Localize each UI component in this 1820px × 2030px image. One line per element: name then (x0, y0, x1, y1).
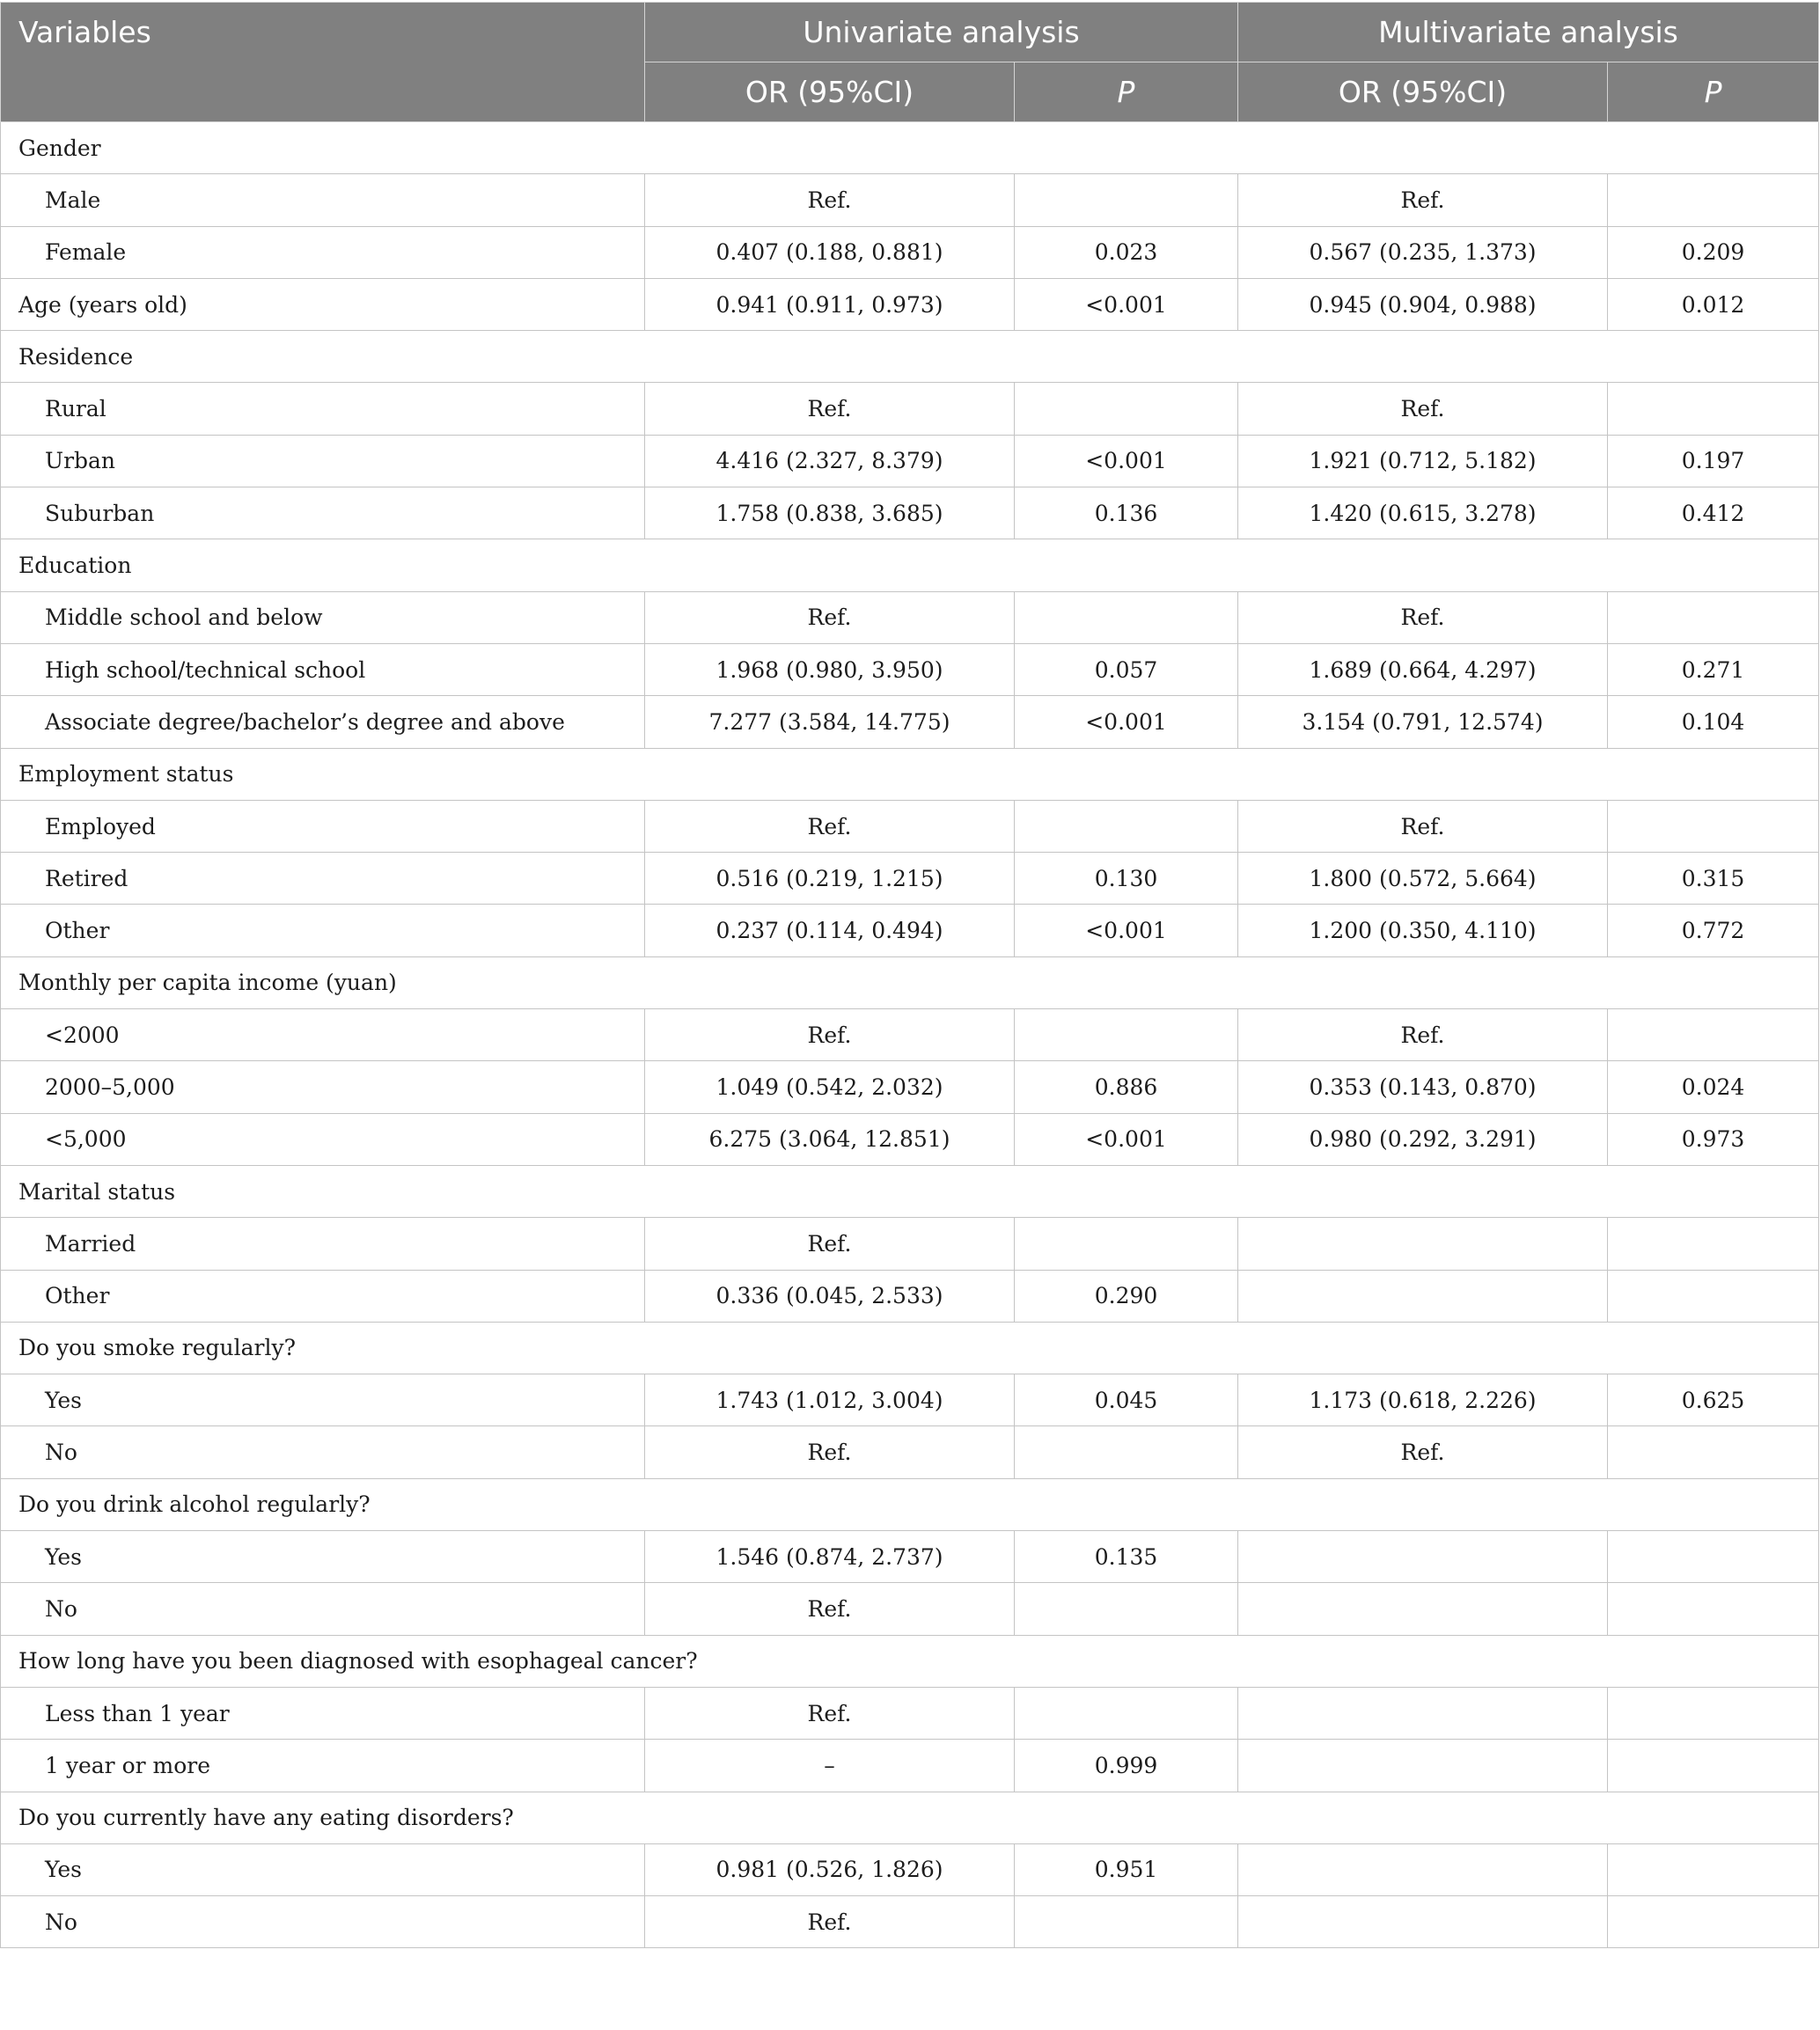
multivariate-p-cell (1608, 1426, 1819, 1478)
multivariate-p-cell: 0.973 (1608, 1113, 1819, 1165)
univariate-p-cell: 0.290 (1015, 1270, 1238, 1322)
multivariate-or-cell (1238, 1896, 1608, 1948)
univariate-or-cell: 0.407 (0.188, 0.881) (645, 226, 1015, 278)
univariate-or-cell: 1.743 (1.012, 3.004) (645, 1374, 1015, 1426)
variable-label: No (1, 1583, 645, 1635)
univariate-or-cell: 1.546 (0.874, 2.737) (645, 1531, 1015, 1583)
univariate-p-cell: 0.130 (1015, 853, 1238, 905)
multivariate-or-cell: Ref. (1238, 591, 1608, 643)
table-row (1, 1061, 1819, 1113)
variable-label: Rural (1, 383, 645, 435)
group-label: Employment status (1, 748, 1819, 800)
multivariate-or-cell: 0.945 (0.904, 0.988) (1238, 278, 1608, 330)
group-row (1, 539, 1819, 591)
variable-label: Male (1, 174, 645, 226)
univariate-p-cell: 0.057 (1015, 643, 1238, 695)
table-row (1, 1583, 1819, 1635)
variable-label: Age (years old) (1, 278, 645, 330)
table-body (1, 122, 1819, 1948)
variable-label: High school/technical school (1, 643, 645, 695)
group-row (1, 748, 1819, 800)
table-header (1, 3, 1819, 122)
variable-label: No (1, 1426, 645, 1478)
univariate-p-cell (1015, 1896, 1238, 1948)
variable-label: Other (1, 1270, 645, 1322)
univariate-p-cell (1015, 174, 1238, 226)
multivariate-p-cell: 0.209 (1608, 226, 1819, 278)
header-multivariate-p: P (1608, 62, 1819, 122)
header-multivariate-or: OR (95%CI) (1238, 62, 1608, 122)
univariate-or-cell: 6.275 (3.064, 12.851) (645, 1113, 1015, 1165)
table-row (1, 174, 1819, 226)
univariate-p-cell: 0.045 (1015, 1374, 1238, 1426)
group-label: Do you drink alcohol regularly? (1, 1478, 1819, 1530)
univariate-or-cell: 0.941 (0.911, 0.973) (645, 278, 1015, 330)
multivariate-or-cell: 1.173 (0.618, 2.226) (1238, 1374, 1608, 1426)
group-label: Do you currently have any eating disorders? (1, 1792, 1819, 1843)
multivariate-p-cell: 0.412 (1608, 487, 1819, 539)
multivariate-p-cell (1608, 591, 1819, 643)
multivariate-p-cell (1608, 1583, 1819, 1635)
table-row (1, 1426, 1819, 1478)
univariate-or-cell: Ref. (645, 1218, 1015, 1270)
univariate-p-cell: <0.001 (1015, 905, 1238, 956)
multivariate-p-cell (1608, 1687, 1819, 1739)
multivariate-or-cell (1238, 1740, 1608, 1792)
univariate-p-cell (1015, 800, 1238, 852)
univariate-or-cell: 1.758 (0.838, 3.685) (645, 487, 1015, 539)
variable-label: Employed (1, 800, 645, 852)
variable-label: Associate degree/bachelor’s degree and above (1, 696, 645, 748)
table-row (1, 383, 1819, 435)
header-univariate-or: OR (95%CI) (645, 62, 1015, 122)
multivariate-p-cell (1608, 1270, 1819, 1322)
variable-label: Suburban (1, 487, 645, 539)
variable-label: Married (1, 1218, 645, 1270)
univariate-or-cell: Ref. (645, 591, 1015, 643)
multivariate-p-cell (1608, 1218, 1819, 1270)
multivariate-or-cell: 1.200 (0.350, 4.110) (1238, 905, 1608, 956)
group-label: Monthly per capita income (yuan) (1, 956, 1819, 1008)
multivariate-p-cell: 0.772 (1608, 905, 1819, 956)
group-row (1, 122, 1819, 174)
univariate-p-cell (1015, 591, 1238, 643)
univariate-or-cell: Ref. (645, 1009, 1015, 1061)
multivariate-or-cell (1238, 1218, 1608, 1270)
table-row (1, 1270, 1819, 1322)
univariate-p-cell (1015, 1009, 1238, 1061)
multivariate-p-cell: 0.012 (1608, 278, 1819, 330)
table-row (1, 1740, 1819, 1792)
multivariate-p-cell (1608, 1896, 1819, 1948)
group-row (1, 1478, 1819, 1530)
multivariate-or-cell: 1.689 (0.664, 4.297) (1238, 643, 1608, 695)
univariate-or-cell: 1.968 (0.980, 3.950) (645, 643, 1015, 695)
univariate-or-cell: 1.049 (0.542, 2.032) (645, 1061, 1015, 1113)
table-row (1, 278, 1819, 330)
variable-label: Urban (1, 435, 645, 487)
univariate-p-cell: <0.001 (1015, 696, 1238, 748)
table-row (1, 487, 1819, 539)
multivariate-or-cell: Ref. (1238, 1009, 1608, 1061)
multivariate-p-cell: 0.024 (1608, 1061, 1819, 1113)
univariate-or-cell: 0.516 (0.219, 1.215) (645, 853, 1015, 905)
univariate-p-cell: 0.999 (1015, 1740, 1238, 1792)
regression-table (0, 2, 1819, 1948)
table-row (1, 1896, 1819, 1948)
multivariate-or-cell: 1.800 (0.572, 5.664) (1238, 853, 1608, 905)
group-row (1, 1635, 1819, 1687)
group-row (1, 1165, 1819, 1217)
univariate-p-cell: 0.951 (1015, 1843, 1238, 1895)
variable-label: <2000 (1, 1009, 645, 1061)
table-row (1, 1218, 1819, 1270)
univariate-or-cell: Ref. (645, 174, 1015, 226)
table-row (1, 1009, 1819, 1061)
univariate-p-cell (1015, 383, 1238, 435)
univariate-or-cell: 0.237 (0.114, 0.494) (645, 905, 1015, 956)
group-row (1, 1792, 1819, 1843)
variable-label: Middle school and below (1, 591, 645, 643)
univariate-p-cell: 0.135 (1015, 1531, 1238, 1583)
multivariate-or-cell: 0.980 (0.292, 3.291) (1238, 1113, 1608, 1165)
regression-table-container (0, 2, 1818, 1948)
table-row (1, 800, 1819, 852)
variable-label: Retired (1, 853, 645, 905)
group-label: Gender (1, 122, 1819, 174)
univariate-or-cell: Ref. (645, 1426, 1015, 1478)
multivariate-p-cell: 0.625 (1608, 1374, 1819, 1426)
univariate-p-cell: 0.886 (1015, 1061, 1238, 1113)
multivariate-or-cell: Ref. (1238, 174, 1608, 226)
multivariate-p-cell: 0.197 (1608, 435, 1819, 487)
table-row (1, 696, 1819, 748)
variable-label: Yes (1, 1374, 645, 1426)
table-row (1, 226, 1819, 278)
table-row (1, 1113, 1819, 1165)
variable-label: Yes (1, 1531, 645, 1583)
univariate-or-cell: Ref. (645, 800, 1015, 852)
group-label: How long have you been diagnosed with esophageal cancer? (1, 1635, 1819, 1687)
multivariate-or-cell (1238, 1270, 1608, 1322)
multivariate-p-cell (1608, 383, 1819, 435)
univariate-p-cell (1015, 1583, 1238, 1635)
univariate-or-cell: Ref. (645, 1583, 1015, 1635)
multivariate-or-cell: Ref. (1238, 800, 1608, 852)
univariate-or-cell: Ref. (645, 383, 1015, 435)
multivariate-p-cell: 0.104 (1608, 696, 1819, 748)
group-label: Do you smoke regularly? (1, 1322, 1819, 1374)
multivariate-p-cell (1608, 1009, 1819, 1061)
header-row-1 (1, 3, 1819, 62)
group-row (1, 956, 1819, 1008)
multivariate-p-cell (1608, 1843, 1819, 1895)
univariate-p-cell: 0.136 (1015, 487, 1238, 539)
multivariate-or-cell: 3.154 (0.791, 12.574) (1238, 696, 1608, 748)
table-row (1, 643, 1819, 695)
multivariate-p-cell (1608, 1740, 1819, 1792)
header-univariate: Univariate analysis (645, 3, 1238, 62)
univariate-or-cell: – (645, 1740, 1015, 1792)
univariate-or-cell: 4.416 (2.327, 8.379) (645, 435, 1015, 487)
multivariate-or-cell: 0.567 (0.235, 1.373) (1238, 226, 1608, 278)
multivariate-p-cell: 0.315 (1608, 853, 1819, 905)
table-row (1, 435, 1819, 487)
multivariate-p-cell: 0.271 (1608, 643, 1819, 695)
univariate-or-cell: Ref. (645, 1896, 1015, 1948)
header-variables: Variables (1, 3, 645, 122)
group-label: Residence (1, 331, 1819, 383)
univariate-or-cell: 7.277 (3.584, 14.775) (645, 696, 1015, 748)
multivariate-or-cell: 1.420 (0.615, 3.278) (1238, 487, 1608, 539)
univariate-p-cell: <0.001 (1015, 1113, 1238, 1165)
table-row (1, 1531, 1819, 1583)
univariate-p-cell (1015, 1218, 1238, 1270)
variable-label: <5,000 (1, 1113, 645, 1165)
variable-label: Yes (1, 1843, 645, 1895)
univariate-or-cell: 0.336 (0.045, 2.533) (645, 1270, 1015, 1322)
multivariate-or-cell: Ref. (1238, 1426, 1608, 1478)
multivariate-or-cell: Ref. (1238, 383, 1608, 435)
multivariate-p-cell (1608, 800, 1819, 852)
multivariate-or-cell: 1.921 (0.712, 5.182) (1238, 435, 1608, 487)
univariate-p-cell (1015, 1687, 1238, 1739)
table-row (1, 905, 1819, 956)
univariate-p-cell (1015, 1426, 1238, 1478)
multivariate-or-cell (1238, 1843, 1608, 1895)
multivariate-p-cell (1608, 174, 1819, 226)
univariate-p-cell: <0.001 (1015, 435, 1238, 487)
variable-label: No (1, 1896, 645, 1948)
variable-label: Female (1, 226, 645, 278)
multivariate-or-cell: 0.353 (0.143, 0.870) (1238, 1061, 1608, 1113)
table-row (1, 1687, 1819, 1739)
variable-label: Less than 1 year (1, 1687, 645, 1739)
group-row (1, 331, 1819, 383)
multivariate-or-cell (1238, 1687, 1608, 1739)
header-multivariate: Multivariate analysis (1238, 3, 1819, 62)
header-univariate-p: P (1015, 62, 1238, 122)
multivariate-or-cell (1238, 1531, 1608, 1583)
multivariate-or-cell (1238, 1583, 1608, 1635)
univariate-or-cell: Ref. (645, 1687, 1015, 1739)
univariate-or-cell: 0.981 (0.526, 1.826) (645, 1843, 1015, 1895)
variable-label: 1 year or more (1, 1740, 645, 1792)
table-row (1, 591, 1819, 643)
variable-label: 2000–5,000 (1, 1061, 645, 1113)
univariate-p-cell: <0.001 (1015, 278, 1238, 330)
table-row (1, 1843, 1819, 1895)
table-row (1, 1374, 1819, 1426)
group-row (1, 1322, 1819, 1374)
univariate-p-cell: 0.023 (1015, 226, 1238, 278)
table-row (1, 853, 1819, 905)
group-label: Marital status (1, 1165, 1819, 1217)
multivariate-p-cell (1608, 1531, 1819, 1583)
group-label: Education (1, 539, 1819, 591)
variable-label: Other (1, 905, 645, 956)
